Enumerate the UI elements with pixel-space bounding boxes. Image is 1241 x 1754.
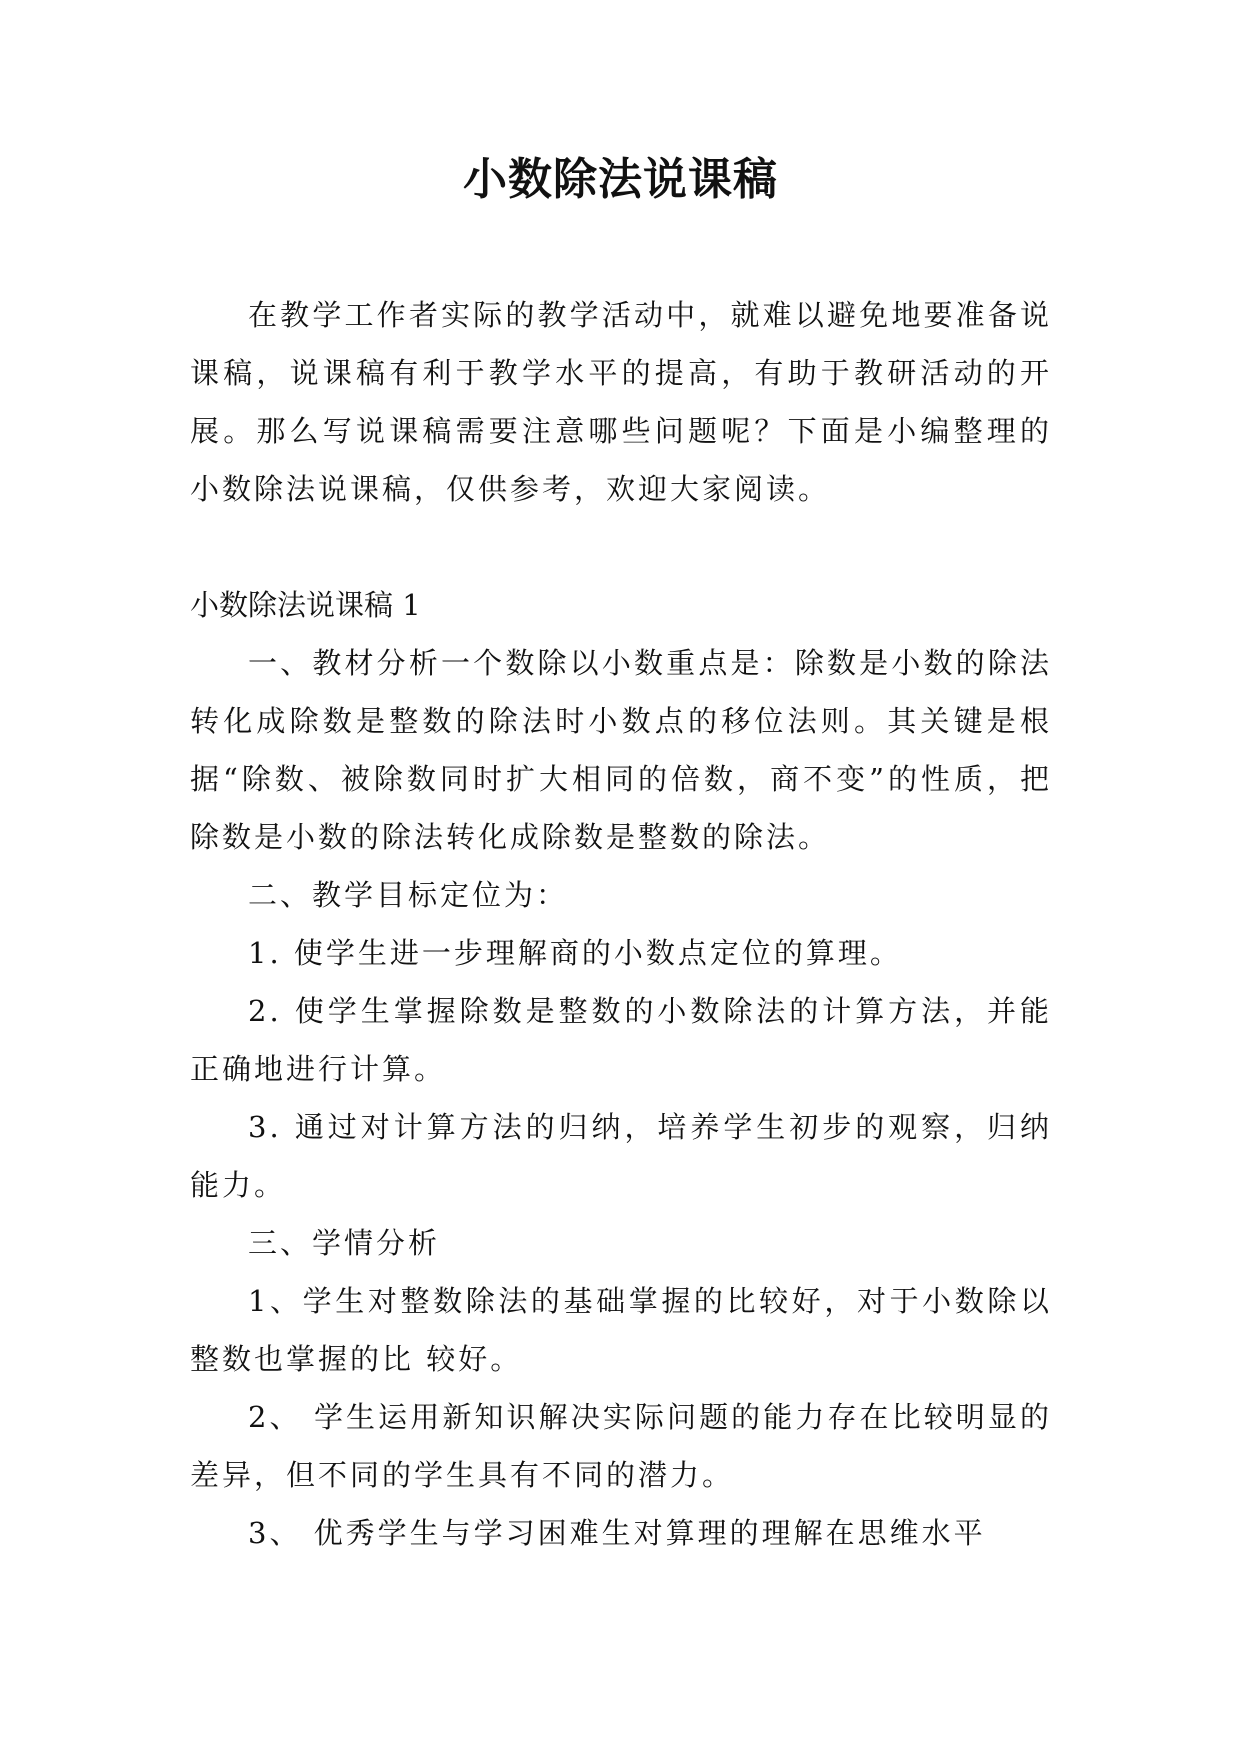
paragraph-goal-2: 2. 使学生掌握除数是整数的小数除法的计算方法，并能正确地进行计算。 [190, 994, 1052, 1086]
document-body [190, 286, 1052, 1562]
section-heading: 小数除法说课稿 1 [190, 588, 421, 622]
paragraph-goal-1: 1. 使学生进一步理解商的小数点定位的算理。 [248, 936, 902, 970]
paragraph-textbook-analysis: 一、教材分析一个数除以小数重点是：除数是小数的除法转化成除数是整数的除法时小数点的移位法则。其关键是根据“除数、被除数同时扩大相同的倍数，商不变”的性质，把除数是小数的除法转化成除数是整数的除法。 [190, 646, 1052, 854]
paragraph-teaching-goals-heading: 二、教学目标定位为： [248, 878, 569, 912]
paragraph-student-point-3: 3、 优秀学生与学习困难生对算理的理解在思维水平 [248, 1516, 986, 1550]
paragraph-goal-3: 3. 通过对计算方法的归纳，培养学生初步的观察，归纳能力。 [190, 1110, 1052, 1202]
intro-paragraph: 在教学工作者实际的教学活动中，就难以避免地要准备说课稿，说课稿有利于教学水平的提高，有助于教研活动的开展。那么写说课稿需要注意哪些问题呢？下面是小编整理的小数除法说课稿，仅供参考，欢迎大家阅读。 [190, 298, 1052, 506]
paragraph-student-point-2: 2、 学生运用新知识解决实际问题的能力存在比较明显的差异，但不同的学生具有不同的潜力。 [190, 1400, 1052, 1492]
document-title: 小数除法说课稿 [463, 154, 778, 205]
paragraph-student-point-1: 1、学生对整数除法的基础掌握的比较好，对于小数除以整数也掌握的比 较好。 [190, 1284, 1052, 1376]
paragraph-student-analysis-heading: 三、学情分析 [248, 1226, 441, 1260]
